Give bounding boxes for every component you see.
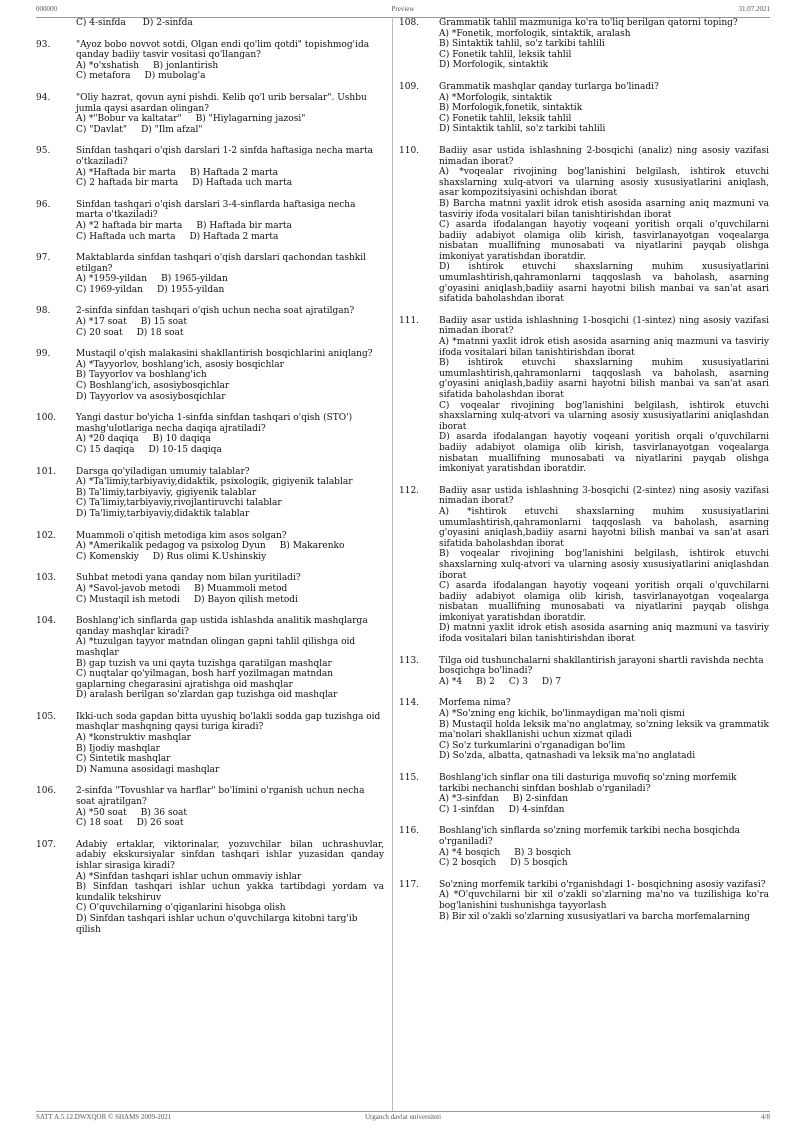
option: C) Boshlang'ich, asosiybosqichlar — [76, 381, 230, 392]
question-92-continuation — [36, 18, 384, 29]
option: A) *Amerikalik pedagog va psixolog Dyun — [76, 541, 266, 552]
question-number: 95. — [36, 146, 51, 157]
question-110 — [399, 146, 769, 305]
option: A) *4 bosqich — [439, 847, 501, 858]
option: C) O'quvchilarning o'qiganlarini hisobga olish — [76, 903, 286, 914]
footer-university: Urganch davlat universiteti — [364, 1113, 442, 1121]
option: B) Haftada 2 marta — [189, 167, 279, 178]
question-number: 105. — [36, 711, 57, 722]
option: C) asarda ifodalangan hayotiy voqeani yoritish orqali o'quvchilarni badiiy adabiyot olamiga olib kirish, tasvirlanayotgan voqealarga nisbatan muallifning munosabati va niyatlarini payqab olishga imkoniyat yaratishdan iboratdir. — [439, 581, 769, 623]
left-column — [36, 18, 384, 935]
option: C) 1-sinfdan — [439, 804, 495, 815]
option: D) 10-15 daqiqa — [148, 445, 222, 455]
question-97 — [36, 253, 384, 295]
option: A) *o'xshatish — [76, 60, 140, 71]
question-number: 98. — [36, 306, 51, 317]
question-102 — [36, 531, 384, 563]
question-text: Grammatik mashqlar qanday turlarga bo'linadi? — [439, 81, 659, 92]
question-96 — [36, 200, 384, 242]
option: A) *Fonetik, morfologik, sintaktik, aralash — [439, 28, 631, 39]
option: D) Tayyorlov va asosiybosqichlar — [76, 391, 226, 402]
question-98 — [36, 306, 384, 338]
question-number: 101. — [36, 466, 57, 477]
option: B) "Hiylagarning jazosi" — [195, 114, 306, 125]
question-117 — [399, 880, 769, 922]
option: A) *"Bobur va kaltatar" — [76, 114, 182, 125]
option: B) 3 bosqich — [514, 847, 572, 858]
question-109 — [399, 82, 769, 135]
question-number: 117. — [399, 879, 420, 890]
option: C) Komenskiy — [76, 551, 139, 562]
question-114 — [399, 698, 769, 762]
option: B) Ijodiy mashqlar — [76, 743, 160, 754]
option: C) Ta'limiy,tarbiyaviy,rivojlantiruvchi talablar — [76, 498, 282, 509]
option: A) *tuzulgan tayyor matndan olingan gapni tahlil qilishga oid mashqlar — [76, 637, 356, 658]
option: C) Sintetik mashqlar — [76, 754, 171, 765]
option: A) *Haftada bir marta — [76, 167, 176, 178]
option: B) Makarenko — [279, 541, 345, 552]
option: B) Barcha matnni yaxlit idrok etish asosida asarning aniq mazmuni va tasviriy ifoda vositalari bilan tanishtirishdan iborat — [439, 198, 769, 220]
question-100 — [36, 413, 384, 455]
option: B) 15 soat — [140, 317, 188, 328]
question-111 — [399, 316, 769, 475]
option: C) Haftada uch marta — [76, 231, 176, 242]
question-number: 99. — [36, 349, 51, 360]
option: C) voqealar rivojining bog'lanishini belgilash, ishtirok etuvchi shaxslarning xulq-atvori va ularning asosiy xususiyatlarini aniqlashdan iborat — [439, 400, 769, 432]
option: A) *Savol-javob metodi — [76, 583, 181, 594]
question-text: Mustaqil o'qish malakasini shakllantirish bosqichlarini aniqlang? — [76, 349, 373, 360]
option: D) Rus olimi K.Ushinskiy — [152, 551, 267, 562]
question-95 — [36, 146, 384, 188]
question-number: 104. — [36, 616, 57, 627]
option: C) 4-sinfda — [76, 18, 126, 28]
option: D) 2-sinfda — [142, 18, 193, 28]
option: B) Mustaqil holda leksik ma'no anglatmay, so'zning leksik va grammatik ma'nolari shakllanishi uchun xizmat qiladi — [439, 719, 769, 741]
question-text: Badiiy asar ustida ishlashning 2-bosqichi (analiz) ning asosiy vazifasi nimadan iborat? — [439, 145, 769, 167]
option: C) 2 haftada bir marta — [76, 178, 179, 189]
question-number: 107. — [36, 839, 57, 850]
option: B) Bir xil o'zakli so'zlarning xususiyatlari va barcha morfemalarning — [439, 911, 750, 922]
option: D) 7 — [541, 676, 562, 687]
question-115 — [399, 773, 769, 815]
question-103 — [36, 573, 384, 605]
option: D) 1955-yildan — [156, 284, 225, 295]
option: D) Namuna asosidagi mashqlar — [76, 764, 220, 775]
option: A) *17 soat — [76, 317, 127, 328]
question-number: 111. — [399, 315, 420, 326]
question-number: 109. — [399, 81, 420, 92]
question-text: Boshlang'ich sinflarda gap ustida ishlashda analitik mashqlarga qanday mashqlar kiradi? — [76, 616, 368, 637]
question-text: Tilga oid tushunchalarni shakllantirish jarayoni shartli ravishda nechta bosqichga bo'linadi? — [439, 655, 764, 677]
option: D) So'zda, albatta, qatnashadi va leksik ma'no anglatadi — [439, 751, 696, 762]
header-date: 31.07.2021 — [738, 5, 770, 13]
question-text: Darsga qo'yiladigan umumiy talablar? — [76, 466, 250, 477]
option: D) 4-sinfdan — [508, 804, 565, 815]
question-text: Badiiy asar ustida ishlashning 1-bosqichi (1-sintez) ning asosiy vazifasi nimadan iborat? — [439, 315, 769, 337]
page-footer — [36, 1113, 770, 1125]
option: D) Haftada uch marta — [192, 178, 293, 189]
question-107 — [36, 840, 384, 935]
option: C) 20 soat — [76, 327, 123, 338]
question-number: 114. — [399, 698, 420, 709]
option: A) *3-sinfdan — [439, 794, 499, 805]
option: B) ishtirok etuvchi shaxslarning muhim xususiyatlarini umumlashtirish,qahramonlarni taqqoslash va baholash, asarning g'oyasini aniqlash,badiiy asarni hayotni bilish manbai va san'at asari sifatida baholashdan iborat — [439, 358, 769, 400]
option: D) mubolag'a — [144, 71, 206, 82]
question-text: Sinfdan tashqari o'qish darslari 1-2 sinfda haftasiga necha marta o'tkaziladi? — [76, 146, 373, 167]
option: D) Ta'limiy,tarbiyaviy,didaktik talablar — [76, 508, 250, 519]
option: C) Fonetik tahlil, leksik tahlil — [439, 49, 572, 60]
question-number: 108. — [399, 18, 420, 28]
header-title: Preview — [391, 5, 415, 13]
option: B) Tayyorlov va boshlang'ich — [76, 370, 207, 381]
header-code: 000000 — [36, 5, 57, 13]
footer-copyright: SATT A.5.12.DWXQOR © SHAMS 2009-2021 — [36, 1113, 172, 1121]
option: C) Mustaqil ish metodi — [76, 594, 180, 605]
option: C) 2 bosqich — [439, 858, 497, 869]
option: B) jonlantirish — [153, 60, 219, 71]
option: D) aralash berilgan so'zlardan gap tuzishga oid mashqlar — [76, 690, 338, 701]
option: A) *Sinfdan tashqari ishlar uchun ommaviy ishlar — [76, 871, 302, 882]
question-text: 2-sinfda "Tovushlar va harflar" bo'limini o'rganish uchun necha soat ajratilgan? — [76, 786, 365, 808]
option: C) 3 — [508, 676, 528, 687]
question-105 — [36, 712, 384, 776]
question-text: Maktablarda sinfdan tashqari o'qish darslari qachondan tashkil etilgan? — [76, 253, 366, 274]
option: A) *Ta'limiy,tarbiyaviy,didaktik, psixologik, gigiyenik talablar — [76, 477, 353, 488]
question-94 — [36, 93, 384, 135]
question-number: 94. — [36, 92, 51, 103]
option: A) *1959-yildan — [76, 274, 148, 285]
option: B) Morfologik,fonetik, sintaktik — [439, 103, 583, 114]
question-text: Adabiy ertaklar, viktorinalar, yozuvchilar bilan uchrashuvlar, adabiy ekskursiyalar sinfdan tashqari ishlar yuzasidan qanday ishlar sirasiga kiradi? — [76, 839, 384, 871]
option: B) Haftada bir marta — [196, 220, 292, 231]
option: D) Sinfdan tashqari ishlar uchun o'quvchilarga kitobni targ'ib qilish — [76, 913, 358, 935]
option: A) *20 daqiqa — [76, 434, 139, 445]
option: D) Sintaktik tahlil, so'z tarkibi tahlili — [439, 124, 606, 135]
option: A) *matnni yaxlit idrok etish asosida asarning aniq mazmuni va tasviriy ifoda vositalari bilan tanishtirishdan iborat — [439, 337, 769, 358]
question-112 — [399, 486, 769, 645]
option: D) matnni yaxlit idrok etish asosida asarning aniq mazmuni va tasviriy ifoda vositalari bilan tanishtirishdan iborat — [439, 623, 769, 645]
question-number: 116. — [399, 826, 420, 837]
option: D) 18 soat — [136, 327, 184, 338]
question-number: 102. — [36, 530, 57, 541]
question-number: 113. — [399, 655, 420, 666]
question-93 — [36, 40, 384, 82]
page-header — [36, 5, 770, 17]
question-text: Badiiy asar ustida ishlashning 3-bosqichi (2-sintez) ning asosiy vazifasi nimadan iborat? — [439, 485, 769, 507]
question-number: 106. — [36, 786, 57, 797]
question-text: Suhbat metodi yana qanday nom bilan yuritiladi? — [76, 573, 301, 584]
question-text: Grammatik tahlil mazmuniga ko'ra to'liq berilgan qatorni toping? — [439, 18, 738, 28]
option: A) *So'zning eng kichik, bo'linmaydigan ma'noli qismi — [439, 709, 685, 720]
column-divider — [392, 17, 393, 1111]
option: C) metafora — [76, 71, 131, 82]
option: A) *voqealar rivojining bog'lanishini belgilash, ishtirok etuvchi shaxslarning xulq-atvori va ularning asosiy xususiyatlarini aniqlash, asar kompozitsiyasini ochishdan iborat — [439, 167, 769, 199]
option: D) 26 soat — [136, 818, 184, 829]
option: C) "Davlat" — [76, 124, 128, 135]
option: A) *ishtirok etuvchi shaxslarning muhim xususiyatlarini umumlashtirish,qahramonlarni taqqoslash va baholash, asarning g'oyasini aniqlash,badiiy asarni hayotni bilish manbai va san'at asari sifatida baholashdan iborat — [439, 506, 769, 549]
option: D) Morfologik, sintaktik — [439, 60, 549, 71]
question-text: So'zning morfemik tarkibi o'rganishdagi 1- bosqichning asosiy vazifasi? — [439, 879, 766, 890]
question-number: 112. — [399, 485, 420, 496]
question-104 — [36, 616, 384, 701]
option: D) asarda ifodalangan hayotiy voqeani yoritish orqali o'quvchilarni badiiy adabiyot olamiga olib kirish, tasvirlanayotgan voqealarga nisbatan muallifning munosabati va niyatlarini payqab olishga imkoniyat yaratishdan iboratdir. — [439, 432, 769, 475]
question-number: 96. — [36, 199, 51, 210]
question-101 — [36, 467, 384, 520]
right-column — [399, 18, 769, 922]
option: D) 5 bosqich — [510, 858, 568, 869]
question-number: 97. — [36, 253, 51, 264]
question-116 — [399, 826, 769, 868]
question-number: 115. — [399, 773, 420, 783]
question-106 — [36, 786, 384, 828]
question-108 — [399, 18, 769, 71]
question-text: Morfema nima? — [439, 698, 511, 709]
option: A) *O'quvchilarni bir xil o'zakli so'zlarning ma'no va tuzilishiga ko'ra bog'lanishini tushunishga tayyorlash — [439, 890, 769, 911]
question-113 — [399, 656, 769, 688]
option: B) 1965-yildan — [161, 274, 228, 285]
option: B) 2-sinfdan — [512, 794, 568, 805]
option: B) 36 soat — [140, 807, 188, 818]
question-number: 93. — [36, 39, 51, 50]
option: C) asarda ifodalangan hayotiy voqeani yoritish orqali o'quvchilarni badiiy adabiyot olamiga olib kirish, tasvirlanayotgan voqealarga nisbatan muallifning munosabati va niyatlarini payqab olishga imkoniyat yaratishdan iboratdir. — [439, 220, 769, 262]
question-text: Muammoli o'qitish metodiga kim asos solgan? — [76, 530, 287, 541]
option: C) 15 daqiqa — [76, 445, 135, 455]
question-text: Ikki-uch soda gapdan bitta uyushiq bo'lakli sodda gap tuzishga oid mashqlar mashqning qaysi turiga kiradi? — [76, 711, 381, 733]
question-text: Boshlang'ich sinflarda so'zning morfemik tarkibi necha bosqichda o'rganiladi? — [439, 826, 740, 847]
option: D) Haftada 2 marta — [189, 231, 279, 242]
question-text: "Ayoz bobo novvot sotdi, Olgan endi qo'lim qotdi" topishmog'ida qanday badiiy tasvir vositasi qo'llangan? — [76, 39, 370, 61]
option: B) 2 — [476, 676, 495, 687]
question-number: 103. — [36, 573, 57, 584]
question-99 — [36, 349, 384, 402]
question-text: Boshlang'ich sinflar ona tili dasturiga muvofiq so'zning morfemik tarkibi nechanchi sinfdan boshlab o'rganiladi? — [439, 773, 737, 794]
question-text: "Oliy hazrat, qovun ayni pishdi. Kelib qo'l urib bersalar". Ushbu jumla qaysi asardan olingan? — [76, 92, 367, 114]
option: B) Sinfdan tashqari ishlar uchun yakka tartibdagi yordam va kundalik tekshiruv — [76, 882, 384, 903]
option: B) 10 daqiqa — [152, 434, 211, 445]
option: C) nuqtalar qo'yilmagan, bosh harf yozilmagan matndan gaplarning chegarasini ajratishga oid mashqlar — [76, 669, 334, 690]
question-text: Yangi dastur bo'yicha 1-sinfda sinfdan tashqari o'qish (STO') mashg'ulotlariga necha daqiqa ajratiladi? — [76, 413, 353, 434]
option: C) 18 soat — [76, 818, 123, 829]
option: C) So'z turkumlarini o'rganadigan bo'lim — [439, 740, 626, 751]
option: A) *2 haftada bir marta — [76, 220, 183, 231]
option: D) ishtirok etuvchi shaxslarning muhim xususiyatlarini umumlashtirish,qahramonlarni taqqoslash va baholash, asarning g'oyasini aniqlash,badiiy asarni hayotni bilish manbai va san'at asari sifatida baholashdan iborat — [439, 262, 769, 305]
option: A) *Tayyorlov, boshlang'ich, asosiy bosqichlar — [76, 359, 284, 370]
footer-rule — [36, 1111, 770, 1112]
question-text: 2-sinfda sinfdan tashqari o'qish uchun necha soat ajratilgan? — [76, 306, 355, 317]
option: A) *Morfologik, sintaktik — [439, 92, 552, 103]
question-number: 100. — [36, 413, 57, 424]
option: D) "Ilm afzal" — [141, 124, 203, 135]
question-number: 110. — [399, 145, 420, 156]
footer-page-number: 4/8 — [761, 1113, 770, 1121]
option: B) Muammoli metod — [194, 583, 288, 594]
option: C) 1969-yildan — [76, 284, 143, 295]
option: A) *konstruktiv mashqlar — [76, 733, 191, 744]
option: B) Sintaktik tahlil, so'z tarkibi tahlili — [439, 39, 605, 50]
option: B) gap tuzish va uni qayta tuzishga qaratilgan mashqlar — [76, 658, 332, 669]
option: B) Ta'limiy,tarbiyaviy, gigiyenik talablar — [76, 487, 257, 498]
option: A) *4 — [439, 676, 463, 687]
option: B) voqealar rivojining bog'lanishini belgilash, ishtirok etuvchi shaxslarning xulq-atvori va ularning asosiy xususiyatlarini aniqlashdan iborat — [439, 549, 769, 581]
option: D) Bayon qilish metodi — [193, 594, 298, 605]
option: A) *50 soat — [76, 807, 127, 818]
option: C) Fonetik tahlil, leksik tahlil — [439, 113, 572, 124]
question-text: Sinfdan tashqari o'qish darslari 3-4-sinflarda haftasiga necha marta o'tkaziladi? — [76, 199, 356, 221]
